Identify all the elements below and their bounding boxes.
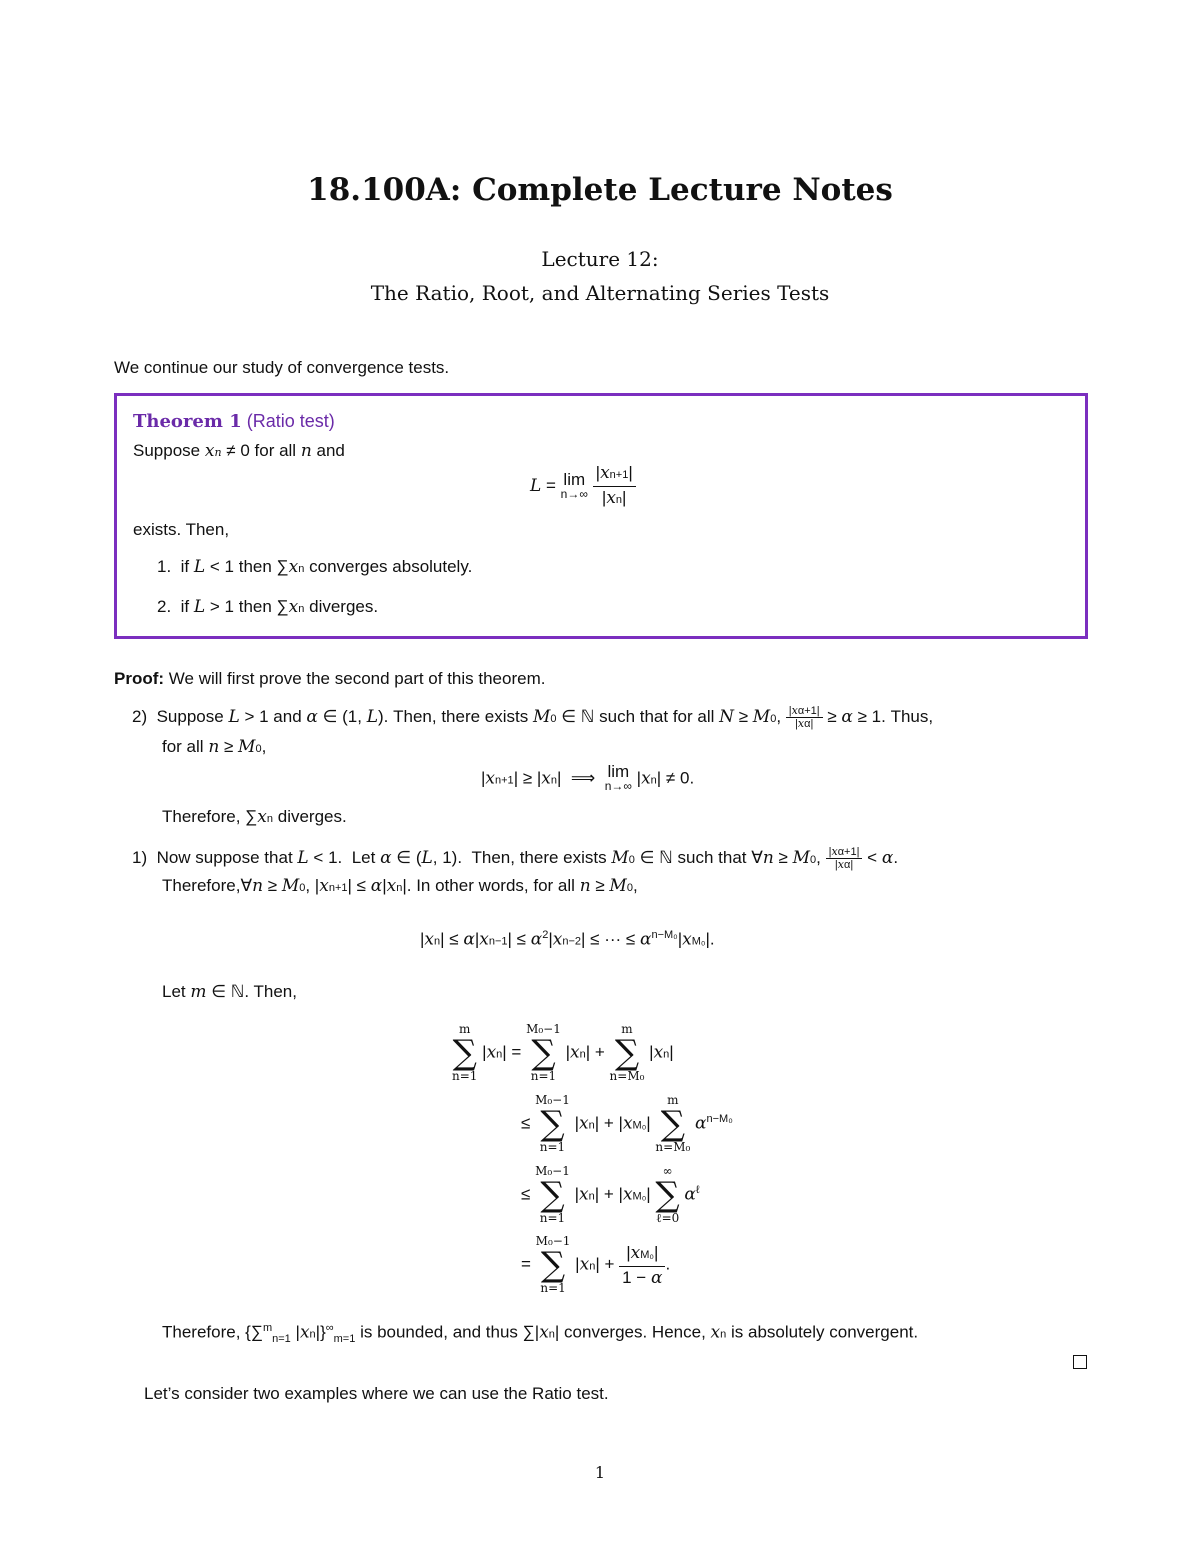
page-number: 1 xyxy=(594,1463,606,1482)
text: and xyxy=(316,441,345,460)
text: if xyxy=(180,557,190,576)
text: such that for all xyxy=(599,706,715,726)
text: for all xyxy=(254,441,297,460)
text: converges. Hence, xyxy=(564,1322,706,1342)
text: Therefore, xyxy=(162,876,241,895)
text: 2) xyxy=(132,706,148,726)
proof-part2-line2: for all n ≥ M0, xyxy=(162,737,267,757)
text: if xyxy=(180,597,190,616)
text: then xyxy=(238,557,272,576)
theorem-name: (Ratio test) xyxy=(246,411,335,431)
proof-intro xyxy=(114,668,545,690)
proof-part1-line2: Therefore,∀n ≥ M0, |xn+1| ≤ α|xn|. In other words, for all n ≥ M0, xyxy=(162,876,638,896)
text: diverges. xyxy=(309,597,379,616)
text: Therefore, xyxy=(162,807,241,826)
qed-square-icon xyxy=(1073,1355,1087,1369)
sum-line-1: m ∑ n=1 |xn| = M₀−1 ∑ n=1 |xn| + m ∑ n=M₀ |xn| xyxy=(452,1022,674,1083)
proof-part1-line1: 1) Now suppose that L < 1. Let α ∈ (L, 1). Then, there exists M0 ∈ ℕ such that ∀n ≥ M0, $\frac{|x\alpha+1|}{|x\alpha|}$ < α. xyxy=(132,845,899,871)
text: Let xyxy=(162,982,186,1001)
proof-part1-chain-formula: $|xn| \le \alpha|xn-1| \le \alpha^2|xn-2|$ ≤ ··· ≤ $\alpha^{n-M_0}|xM_0|$. xyxy=(420,929,715,950)
theorem-item-1: 1. if L < 1 then ∑xn converges absolutely. xyxy=(157,557,473,577)
text: 2. xyxy=(157,597,172,616)
sum-line-4: = M₀−1 ∑ n=1 |xn| + $\frac{\text{|xM₀|}}{1 - \alpha}$ . xyxy=(521,1234,671,1295)
proof-label: Proof: xyxy=(114,669,165,688)
ratio-limit-formula: L = lim n→∞ $\frac{|xn+1|}{|xn|}$ xyxy=(530,462,636,511)
lecture-number: Lecture 12: xyxy=(541,247,659,271)
text: In other words, for all xyxy=(416,876,575,895)
sum-line-2: ≤ M₀−1 ∑ n=1 |xn| + |xM₀| m ∑ n=M₀ $\alpha^{n-M_0}$ xyxy=(521,1093,733,1154)
text: and xyxy=(273,706,302,726)
after-proof-text: Let’s consider two examples where we can use the Ratio test. xyxy=(144,1384,609,1403)
text: Now suppose that xyxy=(156,847,293,867)
proof-part2-conclusion: Therefore, ∑xn diverges. xyxy=(162,807,347,827)
text: Suppose xyxy=(156,706,224,726)
text: Then, there exists xyxy=(471,847,607,867)
text: such that xyxy=(677,847,747,867)
proof-part2-line1: 2) Suppose L > 1 and α ∈ (1, L). Then, there exists M0 ∈ ℕ such that for all N ≥ M0, $\frac{|x\alpha+1|}{|x\alpha|}$ ≥ α ≥ 1. Thus, xyxy=(132,704,934,730)
text: diverges. xyxy=(277,807,347,826)
lecture-subtitle: The Ratio, Root, and Alternating Series Tests xyxy=(370,281,830,305)
theorem-exists: exists. Then, xyxy=(133,520,230,539)
theorem-line1: Suppose xn ≠ 0 for all n and xyxy=(133,441,345,461)
text: Thus, xyxy=(890,706,934,726)
text: Suppose xyxy=(133,441,201,460)
theorem-label: Theorem 1 xyxy=(133,411,242,432)
text: Then, there exists xyxy=(393,706,529,726)
sum-line-3: ≤ M₀−1 ∑ n=1 |xn| + |xM₀| ∞ ∑ ℓ=0 $\alpha^\ell$ xyxy=(521,1164,700,1225)
theorem-item-2: 2. if L > 1 then ∑xn diverges. xyxy=(157,597,379,617)
theorem-heading xyxy=(133,410,335,433)
intro-text: We continue our study of convergence tests. xyxy=(114,358,450,377)
text: converges absolutely. xyxy=(309,557,473,576)
let-m-line: Let m ∈ ℕ. Then, xyxy=(162,982,297,1002)
text: Let xyxy=(351,847,376,867)
text: 1. xyxy=(157,557,172,576)
document-title: 18.100A: Complete Lecture Notes xyxy=(307,172,893,208)
text: for all xyxy=(162,737,204,756)
text: Then, xyxy=(253,982,297,1001)
proof-part2-formula: |xn+1| ≥ |xn| ⟹ lim n→∞ |xn| ≠ 0. xyxy=(481,762,695,793)
text: Therefore, xyxy=(162,1322,241,1342)
proof-conclusion: Therefore, {∑$^m_{n=1}$ $|xn|\}^\infty_{m=1}$ is bounded, and thus ∑|xn| converges. Hence, xn is absolutely convergent. xyxy=(162,1322,919,1346)
text: We will first prove the second part of this theorem. xyxy=(168,669,546,688)
text: is bounded, and thus xyxy=(360,1322,518,1342)
text: then xyxy=(238,597,272,616)
text: is absolutely convergent. xyxy=(730,1322,919,1342)
text: 1) xyxy=(132,847,148,867)
